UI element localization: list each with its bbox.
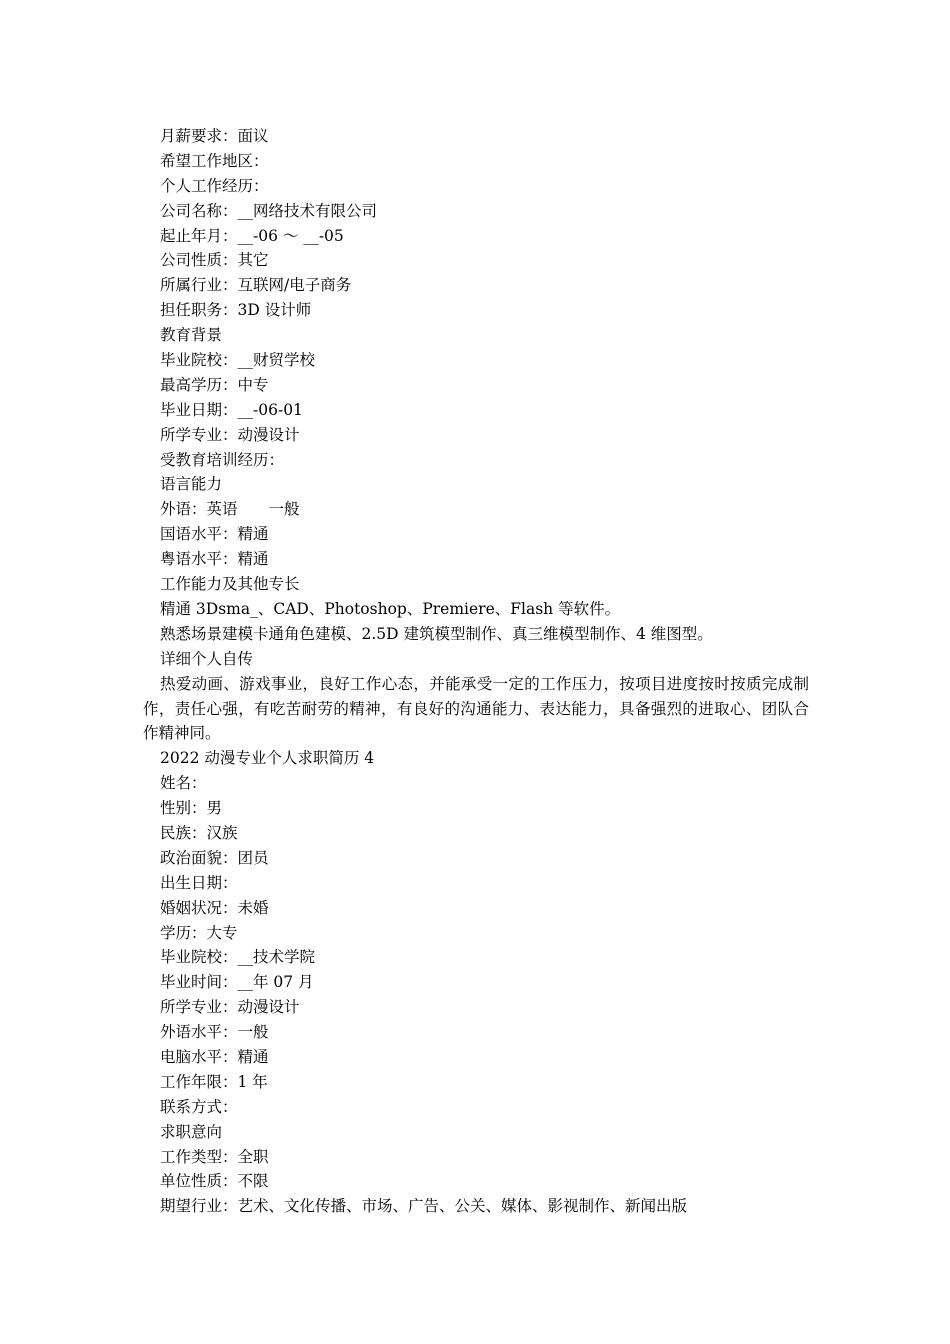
text-line: 起止年月：__-06 ～ __-05 — [160, 226, 344, 245]
document-body — [143, 124, 809, 1219]
text-line: 精通 3Dsma_、CAD、Photoshop、Premiere、Flash 等软件。 — [160, 599, 621, 618]
text-line: 所学专业：动漫设计 — [160, 998, 300, 1017]
text-line: 毕业日期：__-06-01 — [160, 400, 303, 419]
text-line: 粤语水平：精通 — [160, 550, 269, 569]
text-line: 出生日期： — [160, 873, 238, 892]
self-description-paragraph: 热爱动画、游戏事业，良好工作心态，并能承受一定的工作压力，按项目进度按时按质完成制作，责任心强，有吃苦耐劳的精神，有良好的沟通能力、表达能力，具备强烈的进取心、团队合作精神同。 — [143, 674, 809, 743]
text-line: 公司性质：其它 — [160, 251, 269, 270]
text-line: 性别：男 — [160, 799, 223, 818]
text-line: 受教育培训经历： — [160, 450, 285, 469]
text-line: 姓名： — [160, 774, 207, 793]
section-heading: 求职意向 — [160, 1122, 223, 1141]
text-line: 学历：大专 — [160, 923, 238, 942]
text-line: 单位性质：不限 — [160, 1172, 269, 1191]
text-line: 期望行业：艺术、文化传播、市场、广告、公关、媒体、影视制作、新闻出版 — [160, 1197, 688, 1216]
text-line: 最高学历：中专 — [160, 375, 269, 394]
text-line: 所属行业：互联网/电子商务 — [160, 276, 352, 295]
text-line: 外语水平：一般 — [160, 1023, 269, 1042]
text-line: 电脑水平：精通 — [160, 1048, 269, 1066]
text-line: 担任职务：3D 设计师 — [160, 301, 312, 320]
text-line: 工作年限：1 年 — [160, 1072, 268, 1091]
section-heading: 语言能力 — [160, 475, 223, 494]
text-line: 婚姻状况：未婚 — [160, 898, 269, 917]
text-line: 公司名称：__网络技术有限公司 — [160, 201, 378, 220]
text-line: 外语：英语 一般 — [160, 500, 300, 519]
text-line: 熟悉场景建模卡通角色建模、2.5D 建筑模型制作、真三维模型制作、4 维图型。 — [160, 624, 713, 643]
text-line: 毕业时间：__年 07 月 — [160, 973, 314, 992]
section-heading: 工作能力及其他专长 — [160, 575, 300, 594]
text-line: 月薪要求：面议 — [160, 127, 269, 145]
text-line: 毕业院校：__财贸学校 — [160, 351, 316, 370]
text-line: 政治面貌：团员 — [160, 848, 269, 867]
text-line: 希望工作地区： — [160, 151, 269, 170]
document-title: 2022 动漫专业个人求职简历 4 — [160, 749, 375, 768]
text-line: 个人工作经历： — [160, 176, 269, 195]
text-line: 毕业院校：__技术学院 — [160, 948, 316, 967]
section-heading: 教育背景 — [160, 326, 223, 345]
text-line: 国语水平：精通 — [160, 525, 269, 544]
text-line: 联系方式： — [160, 1097, 238, 1116]
text-line: 工作类型：全职 — [160, 1147, 269, 1166]
text-line: 所学专业：动漫设计 — [160, 425, 300, 444]
section-heading: 详细个人自传 — [160, 649, 254, 668]
text-line: 民族：汉族 — [160, 823, 238, 842]
